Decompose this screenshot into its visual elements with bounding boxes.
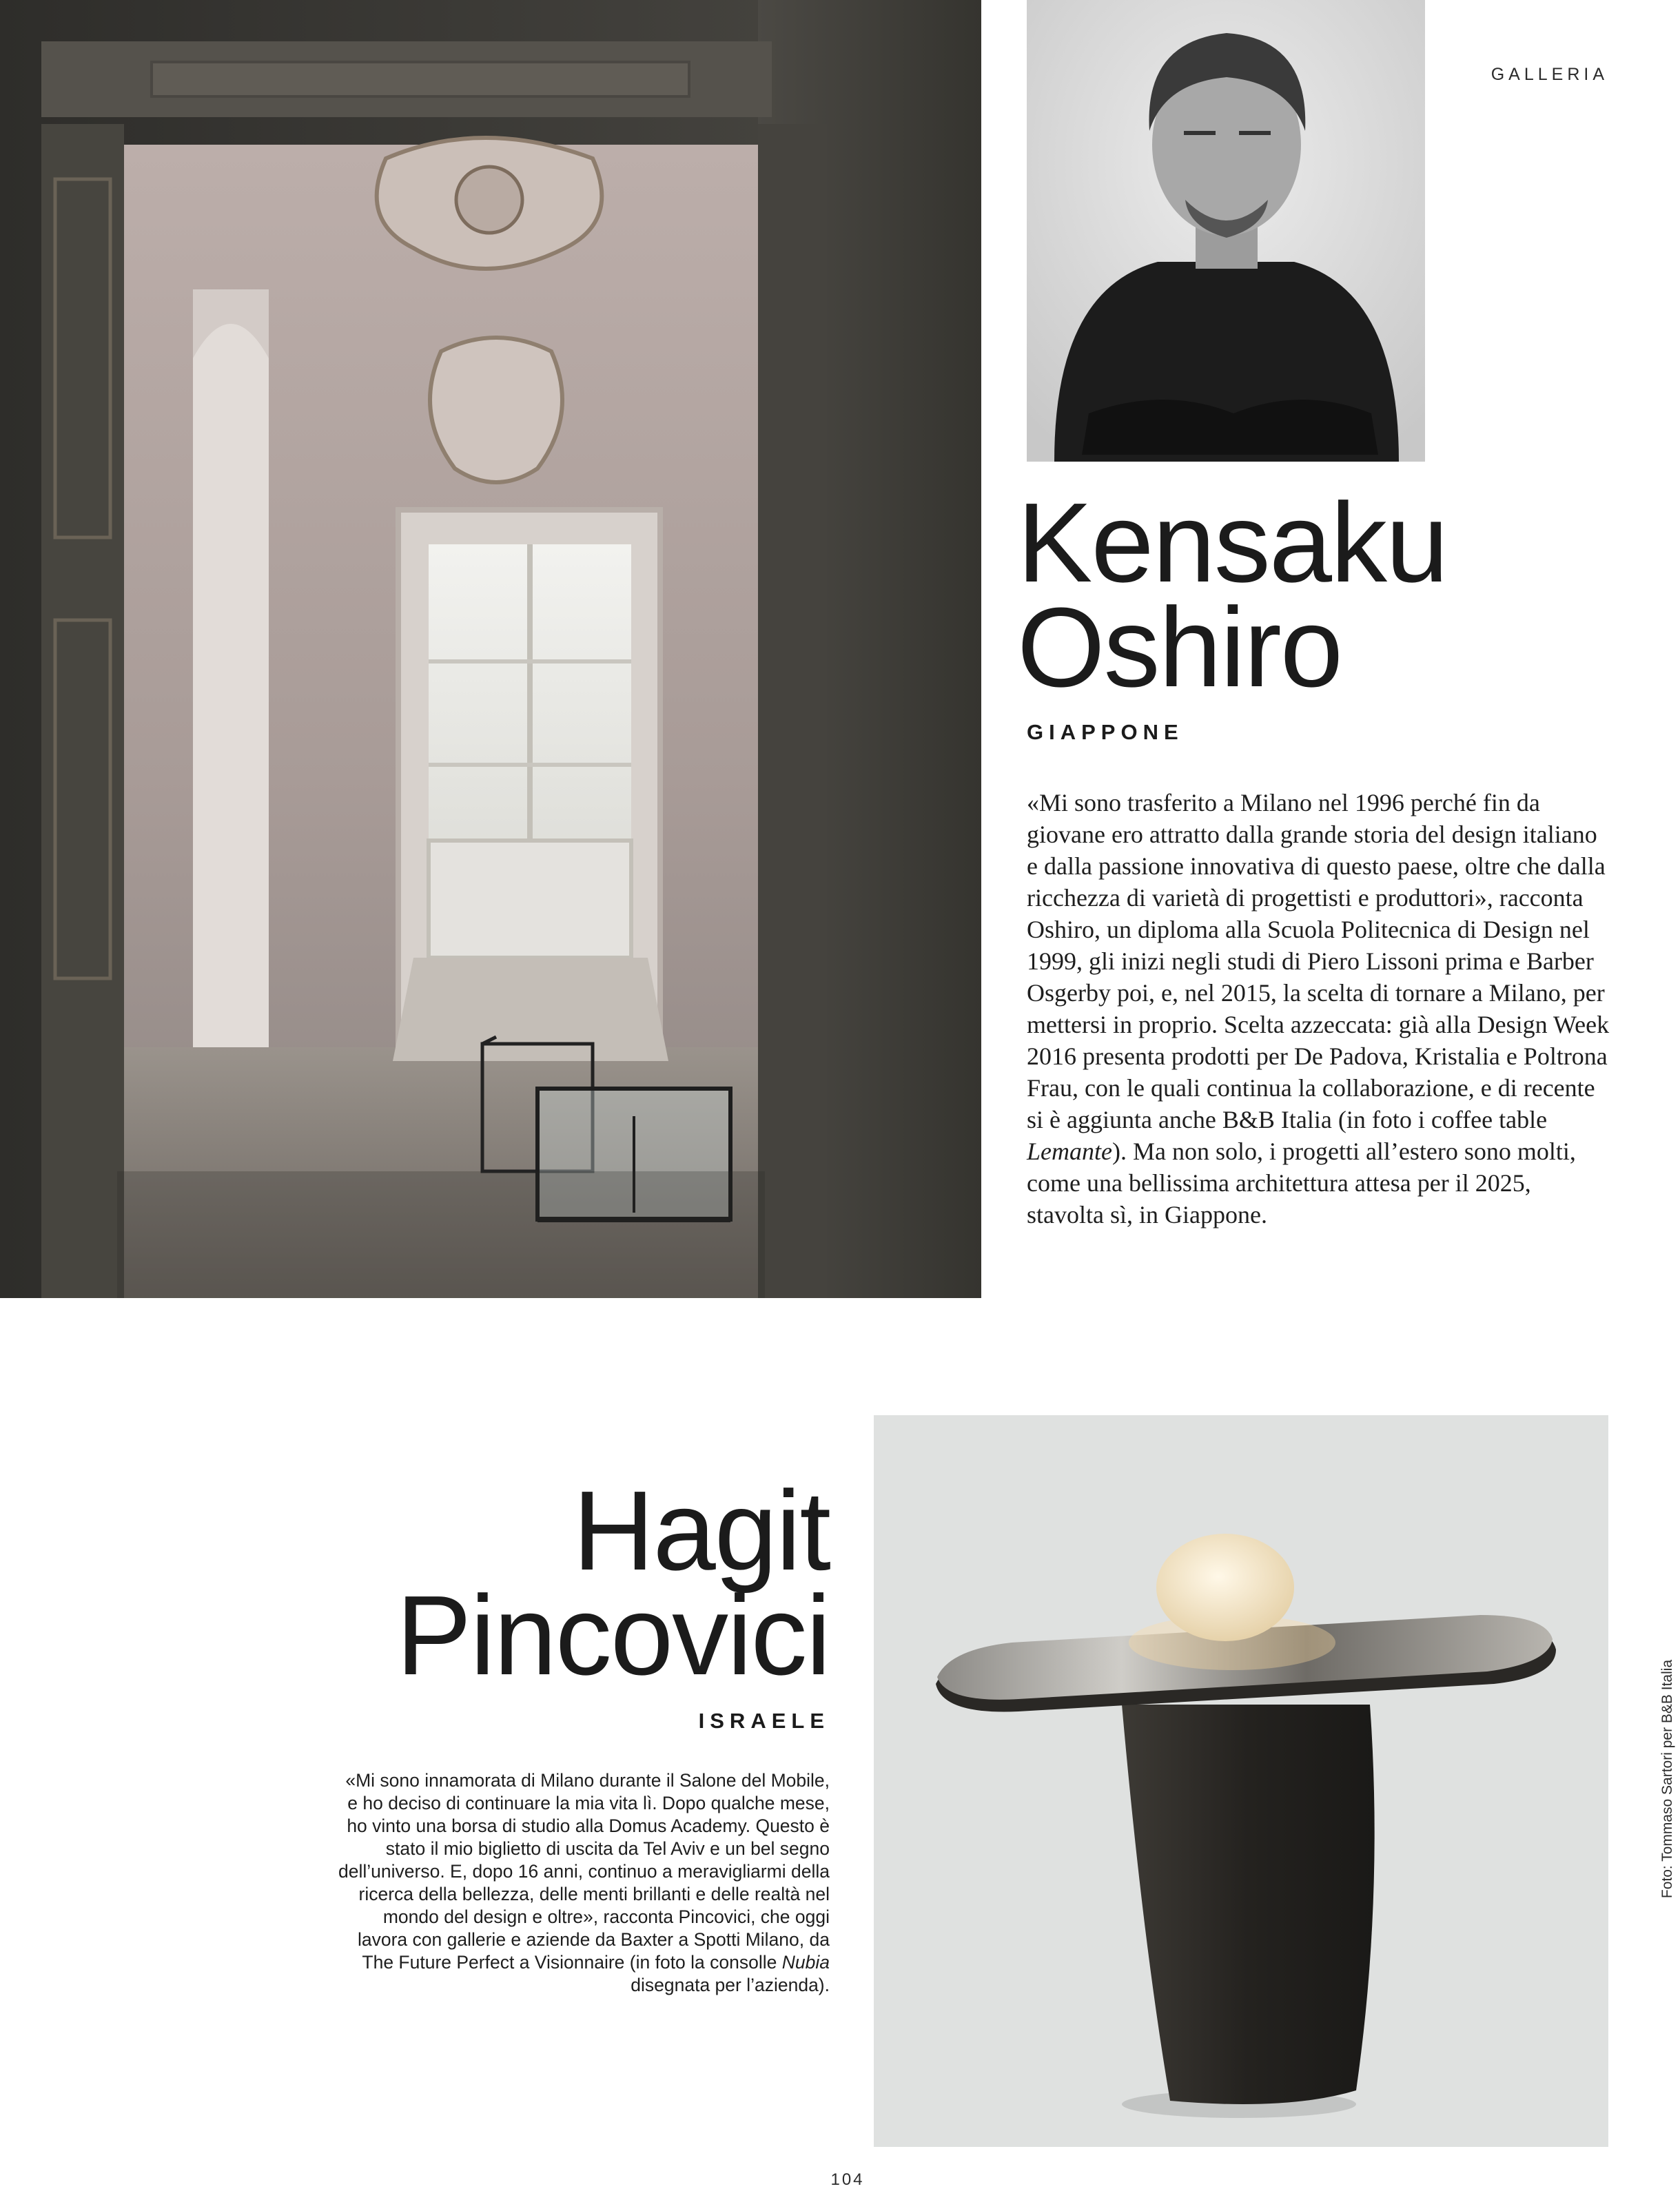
section-label: GALLERIA: [1491, 65, 1608, 84]
designer-name-oshiro: [1017, 480, 1637, 710]
body-text-pincovici: [338, 1769, 830, 1997]
photo-credit: Foto: Tommaso Sartori per B&B Italia: [1659, 1659, 1675, 1899]
country-label-israel: ISRAELE: [698, 1709, 830, 1733]
name-last: Pincovici: [396, 1572, 830, 1698]
body-text-part: ). Ma non solo, i progetti all’estero sono molti, come una bellissima architettura attesa per il 2025, stavolta sì, in Giappone.: [1027, 1138, 1576, 1228]
palazzo-interior-image: [0, 0, 981, 1298]
name-first: Hagit: [573, 1468, 830, 1594]
designer-name-pincovici: [209, 1468, 830, 1698]
portrait-image: [1027, 0, 1425, 462]
name-last: Oshiro: [1017, 584, 1342, 710]
country-label-japan: GIAPPONE: [1027, 720, 1184, 744]
page-number: 104: [830, 2170, 865, 2189]
product-name-nubia: Nubia: [781, 1952, 830, 1973]
body-text-part: disegnata per l’azienda).: [631, 1975, 830, 1995]
body-text-part: «Mi sono innamorata di Milano durante il Salone del Mobile, e ho deciso di continuare la mia vita lì. Dopo qualche mese, ho vinto una borsa di studio alla Domus Academy. Questo è stato il mio biglietto di uscita da Tel Aviv e un bel segno dell’universo. E, dopo 16 anni, continuo a meravigliarmi della ricerca della bellezza, delle menti brillanti e delle realtà nel mondo del design e oltre», racconta Pincovici, che oggi lavora con gallerie e aziende da Baxter a Spotti Milano, da The Future Perfect a Visionnaire (in foto la consolle: [338, 1770, 830, 1973]
body-text-part: «Mi sono trasferito a Milano nel 1996 perché fin da giovane ero attratto dalla grande storia del design italiano e dalla passione innovativa di questo paese, oltre che dalla ricchezza di varietà di progettisti e produttori», racconta Oshiro, un diploma alla Scuola Politecnica di Design nel 1999, gli inizi negli studi di Piero Lissoni prima e Barber Osgerby poi, e, nel 2015, la scelta di tornare a Milano, per mettersi in proprio. Scelta azzeccata: già alla Design Week 2016 presenta prodotti per De Padova, Kristalia e Poltrona Frau, con le quali continua la collaborazione, e di recente si è aggiunta anche B&B Italia (in foto i coffee table: [1027, 789, 1610, 1133]
product-name-lemante: Lemante: [1027, 1138, 1112, 1165]
photo-portrait-kensaku-oshiro: [1027, 0, 1425, 462]
photo-console-nubia: [874, 1415, 1608, 2147]
name-first: Kensaku: [1017, 480, 1448, 606]
body-text-oshiro: [1027, 787, 1610, 1231]
console-image: [874, 1415, 1608, 2147]
photo-palazzo-interior: [0, 0, 981, 1298]
